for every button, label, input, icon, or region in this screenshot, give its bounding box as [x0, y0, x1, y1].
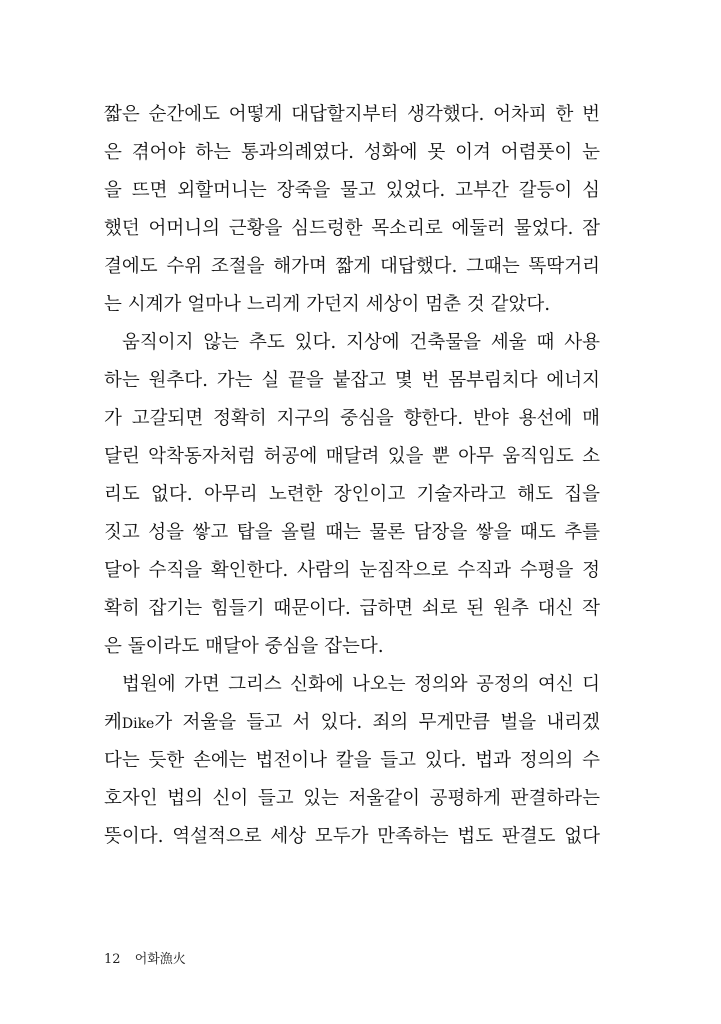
text-line: 하는 원추다. 가는 실 끝을 붙잡고 몇 번 몸부림치다 에너지: [104, 370, 600, 391]
latin-term: Dike: [121, 716, 155, 732]
text-line: 리도 없다. 아무리 노련한 장인이고 기술자라고 해도 집을: [104, 484, 600, 505]
body-text: [104, 96, 600, 856]
text-line: 은 겪어야 하는 통과의례였다. 성화에 못 이겨 어렴풋이 눈: [104, 142, 600, 163]
text-line: 을 뜨면 외할머니는 장죽을 물고 있었다. 고부간 갈등이 심: [104, 180, 600, 201]
text-line: 은 돌이라도 매달아 중심을 잡는다.: [104, 636, 384, 657]
text-line: 는 시계가 얼마나 느리게 가던지 세상이 멈춘 것 같았다.: [104, 294, 551, 315]
text-line: 다는 듯한 손에는 법전이나 칼을 들고 있다. 법과 정의의 수: [104, 750, 600, 771]
text-line: 짧은 순간에도 어떻게 대답할지부터 생각했다. 어차피 한 번: [104, 104, 600, 125]
text-line-with-latin: [104, 704, 600, 742]
text-line: 달린 악착동자처럼 허공에 매달려 있을 뿐 아무 움직임도 소: [104, 446, 600, 467]
text-fragment: 케: [104, 712, 122, 733]
text-line: 움직이지 않는 추도 있다. 지상에 건축물을 세울 때 사용: [122, 332, 600, 353]
text-line: 법원에 가면 그리스 신화에 나오는 정의와 공정의 여신 디: [122, 674, 600, 695]
text-fragment: 가 저울을 들고 서 있다. 죄의 무게만큼 벌을 내리겠: [154, 712, 600, 733]
text-line: 짓고 성을 쌓고 탑을 올릴 때는 물론 담장을 쌓을 때도 추를: [104, 522, 600, 543]
text-line: 호자인 법의 신이 들고 있는 저울같이 공평하게 판결하라는: [104, 788, 600, 809]
text-line: 달아 수직을 확인한다. 사람의 눈짐작으로 수직과 수평을 정: [104, 560, 600, 581]
text-line: 결에도 수위 조절을 해가며 짧게 대답했다. 그때는 똑딱거리: [104, 256, 600, 277]
page-footer: [104, 948, 186, 967]
page-number: 12: [104, 952, 121, 967]
text-line: 뜻이다. 역설적으로 세상 모두가 만족하는 법도 판결도 없다: [104, 826, 600, 847]
text-line: 확히 잡기는 힘들기 때문이다. 급하면 쇠로 된 원추 대신 작: [104, 598, 600, 619]
book-title: 어화漁火: [134, 952, 186, 967]
text-line: 가 고갈되면 정확히 지구의 중심을 향한다. 반야 용선에 매: [104, 408, 600, 429]
text-line: 했던 어머니의 근황을 심드렁한 목소리로 에둘러 물었다. 잠: [104, 218, 600, 239]
